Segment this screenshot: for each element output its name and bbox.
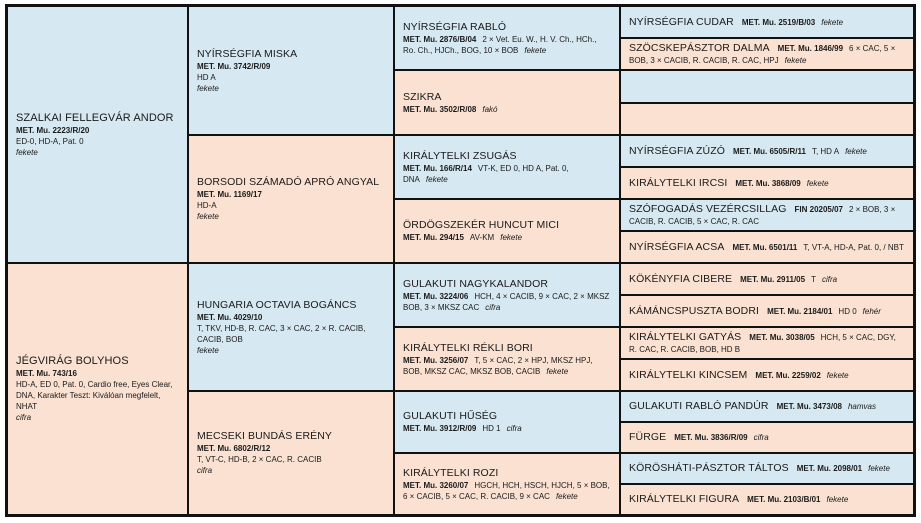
ancestor-g4-cell [620, 453, 914, 484]
details-line [629, 42, 905, 66]
registration-number: MET. Mu. 2098/01 [796, 464, 863, 473]
details-line [629, 331, 905, 355]
registration-number: MET. Mu. 6501/11 [732, 242, 798, 252]
registration-number: MET. Mu. 166/R/14 [403, 163, 472, 173]
registration-number: MET. Mu. 2259/02 [755, 370, 821, 380]
ancestor-g4-cell [620, 199, 914, 231]
coat-color: fekete [821, 17, 844, 27]
dog-name: SZALKAI FELLEGVÁR ANDOR [16, 111, 174, 124]
dog-name: BORSODI SZÁMADÓ APRÓ ANGYAL [197, 176, 380, 188]
titles-results: HD 0 [838, 306, 857, 316]
dog-name: KÖKÉNYFIA CIBERE [629, 272, 733, 285]
registration-number: MET. Mu. 2911/05 [740, 274, 806, 284]
coat-color: fekete [826, 495, 849, 504]
registration-number: MET. Mu. 3038/05 [749, 333, 815, 342]
coat-color: fekete [197, 345, 219, 355]
titles-results: VT-K, ED 0, HD A, Pat. 0, DNA [403, 163, 569, 184]
coat-color: cifra [197, 466, 213, 475]
coat-color: fekete [197, 83, 219, 93]
ancestor-g4-cell [620, 422, 914, 453]
ancestor-g4-cell [620, 263, 914, 295]
details-line [403, 480, 611, 502]
details-line [629, 241, 905, 254]
ancestor-g4-cell [620, 135, 914, 167]
empty-ancestor-cell [620, 103, 914, 135]
dog-name: KIRÁLYTELKI KINCSEM [629, 368, 748, 381]
registration-number: MET. Mu. 3502/R/08 [403, 104, 477, 114]
ancestor-g3-cell [394, 453, 620, 515]
dog-name: HUNGARIA OCTAVIA BOGÁNCS [197, 298, 357, 311]
dog-name: NYÍRSÉGFIA ACSA [629, 240, 725, 253]
dog-name: JÉGVIRÁG BOLYHOS [16, 355, 129, 367]
details-line [629, 462, 905, 475]
dog-name: KÁMÁNCSPUSZTA BODRI [629, 304, 760, 317]
registration-number: MET. Mu. 4029/10 [197, 312, 263, 322]
coat-color: fekete [784, 56, 807, 65]
details-line [403, 34, 611, 56]
dog-name: GULAKUTI RABLÓ PANDÚR [629, 400, 769, 412]
registration-number: MET. Mu. 2103/B/01 [747, 495, 821, 504]
registration-number: MET. Mu. 3912/R/09 [403, 424, 477, 433]
dog-name: KIRÁLYTELKI ROZI [403, 466, 499, 479]
health-results: T, VT-C, HD-B, 2 × CAC, R. CACIB [197, 455, 322, 464]
dog-name: KÖRÖSHÁTI-PÁSZTOR TÁLTOS [629, 462, 789, 474]
ancestor-g4-cell [620, 327, 914, 359]
ancestor-g4-cell [620, 391, 914, 422]
registration-number: MET. Mu. 2223/R/20 [16, 125, 90, 135]
coat-color: fekete [555, 491, 578, 501]
registration-number: MET. Mu. 3742/R/09 [197, 61, 271, 71]
details-line [629, 273, 905, 286]
ancestor-g4-cell [620, 359, 914, 391]
ancestor-g3-cell [394, 327, 620, 391]
titles-results: HGCH, HCH, HSCH, HJCH, 5 × BOB, 6 × CACIB, 5 × CAC, R. CACIB, 9 × CAC [403, 480, 610, 501]
titles-results: T, HD A [811, 146, 840, 156]
registration-number: MET. Mu. 2519/B/03 [741, 17, 816, 27]
health-results: T, TKV, HD-B, R. CAC, 3 × CAC, 2 × R. CACIB, CACIB, BOB [197, 323, 366, 344]
coat-color: cifra [753, 433, 769, 442]
registration-number: MET. Mu. 3473/08 [776, 402, 842, 411]
ancestor-g4-cell [620, 38, 914, 70]
registration-number: MET. Mu. 3868/09 [735, 178, 801, 188]
coat-color: fekete [16, 147, 38, 157]
registration-number: MET. Mu. 2184/01 [767, 306, 833, 316]
details-line [629, 203, 905, 227]
granddam-maternal-cell [188, 391, 394, 515]
dog-name: SZÖCSKEPÁSZTOR DALMA [629, 42, 770, 54]
registration-number: MET. Mu. 1169/17 [197, 190, 262, 199]
details-line [629, 431, 905, 444]
health-results: HD-A [197, 201, 217, 210]
titles-results: T, VT-A, HD-A, Pat. 0, / NBT [803, 242, 904, 252]
titles-results: HCH, 5 × CAC, DGY, R. CAC, R. CACIB, BOB, HD B [629, 333, 896, 354]
details-line [629, 493, 905, 506]
sire-cell [7, 6, 188, 263]
ancestor-g3-cell [394, 6, 620, 70]
details-line [629, 400, 905, 413]
dog-name: KIRÁLYTELKI GATYÁS [629, 331, 742, 343]
registration-number: MET. Mu. 3224/06 [403, 291, 469, 301]
ancestor-g4-cell [620, 484, 914, 515]
dog-name: NYÍRSÉGFIA RABLÓ [403, 20, 507, 33]
details-line [629, 145, 905, 158]
titles-results: 6 × CAC, 5 × BOB, 3 × CACIB, R. CACIB, R. CAC, HPJ [629, 44, 896, 65]
coat-color: cifra [821, 274, 838, 284]
titles-results: 2 × Vet. Eu. W., H. V. Ch., HCh., Ro. Ch., HJCh., BOG, 10 × BOB [403, 34, 597, 55]
titles-results: AV-KM [469, 233, 495, 242]
coat-color: fekete [197, 212, 219, 221]
registration-number: MET. Mu. 3256/07 [403, 355, 469, 365]
titles-results: HD 1 [482, 424, 501, 433]
ancestor-g4-cell [620, 295, 914, 327]
details-line [629, 369, 905, 382]
ancestor-g3-cell [394, 199, 620, 263]
health-results: HD A [197, 72, 216, 82]
dam-cell [7, 263, 188, 515]
dog-name: SZÓFOGADÁS VEZÉRCSILLAG [629, 203, 787, 215]
coat-color: cifra [16, 413, 32, 422]
registration-number: MET. Mu. 1846/99 [777, 44, 844, 53]
details-line [403, 163, 611, 185]
details-line [403, 104, 611, 115]
dog-name: KIRÁLYTELKI FIGURA [629, 493, 740, 505]
ancestor-g3-cell [394, 391, 620, 453]
ancestor-g3-cell [394, 70, 620, 135]
dog-name: ÖRDÖGSZEKÉR HUNCUT MICI [403, 219, 560, 231]
details-line [629, 16, 905, 29]
registration-number: MET. Mu. 743/16 [16, 369, 77, 378]
titles-results: T [811, 274, 816, 284]
coat-color: fakó [482, 104, 498, 114]
registration-number: MET. Mu. 6802/R/12 [197, 444, 271, 453]
details-line [403, 291, 611, 313]
pedigree-table [5, 4, 916, 517]
registration-number: MET. Mu. 3836/R/09 [674, 433, 748, 442]
ancestor-g4-cell [620, 6, 914, 38]
dog-name: NYÍRSÉGFIA MISKA [197, 47, 298, 60]
health-results: HD-A, ED 0, Pat. 0, Cardio free, Eyes Clear, DNA, Karakter Teszt: Kiválóan megfelelt, NHAT [16, 380, 173, 411]
titles-results: T, 5 × CAC, 2 × HPJ, MKSZ HPJ, BOB, MKSZ CAC, MKSZ BOB, CACIB [403, 355, 593, 376]
ancestor-g3-cell [394, 263, 620, 327]
grandsire-paternal-cell [188, 6, 394, 135]
coat-color: fekete [868, 464, 890, 473]
coat-color: fehér [862, 306, 881, 316]
dog-name: GULAKUTI NAGYKALANDOR [403, 277, 549, 290]
registration-number: MET. Mu. 2876/B/04 [403, 34, 477, 44]
registration-number: MET. Mu. 3260/07 [403, 480, 469, 490]
ancestor-g3-cell [394, 135, 620, 199]
coat-color: fekete [826, 370, 849, 380]
details-line [403, 232, 611, 243]
dog-name: GULAKUTI HŰSÉG [403, 410, 498, 422]
health-results: ED-0, HD-A, Pat. 0 [16, 136, 84, 146]
titles-results: HCH, 4 × CACIB, 9 × CAC, 2 × MKSZ BOB, 3 × MKSZ CAC [403, 291, 610, 312]
coat-color: hamvas [847, 402, 876, 411]
details-line [403, 423, 611, 434]
coat-color: fekete [806, 178, 829, 188]
coat-color: fekete [524, 45, 547, 55]
dog-name: FÜRGE [629, 431, 667, 443]
grandsire-maternal-cell [188, 263, 394, 391]
coat-color: cifra [485, 302, 501, 312]
coat-color: fekete [546, 366, 569, 376]
dog-name: KIRÁLYTELKI RÉKLI BORI [403, 341, 533, 354]
dog-name: MECSEKI BUNDÁS ERÉNY [197, 430, 333, 442]
dog-name: SZIKRA [403, 90, 442, 103]
details-line [629, 177, 905, 190]
ancestor-g4-cell [620, 231, 914, 263]
dog-name: NYÍRSÉGFIA ZÚZÓ [629, 144, 726, 157]
registration-number: MET. Mu. 294/15 [403, 233, 464, 242]
dog-name: NYÍRSÉGFIA CUDAR [629, 15, 734, 28]
coat-color: cifra [506, 424, 522, 433]
dog-name: KIRÁLYTELKI ZSUGÁS [403, 149, 517, 162]
coat-color: fekete [845, 146, 867, 156]
registration-number: FIN 20205/07 [794, 205, 843, 214]
titles-results: 2 × BOB, 3 × CACIB, R. CACIB, 5 × CAC, R. CAC [629, 205, 896, 226]
details-line [629, 305, 905, 318]
granddam-paternal-cell [188, 135, 394, 263]
registration-number: MET. Mu. 6505/R/11 [733, 146, 806, 156]
empty-ancestor-cell [620, 70, 914, 103]
coat-color: fekete [425, 174, 448, 184]
details-line [403, 355, 611, 377]
dog-name: KIRÁLYTELKI IRCSI [629, 176, 728, 189]
coat-color: fekete [500, 233, 523, 242]
ancestor-g4-cell [620, 167, 914, 199]
